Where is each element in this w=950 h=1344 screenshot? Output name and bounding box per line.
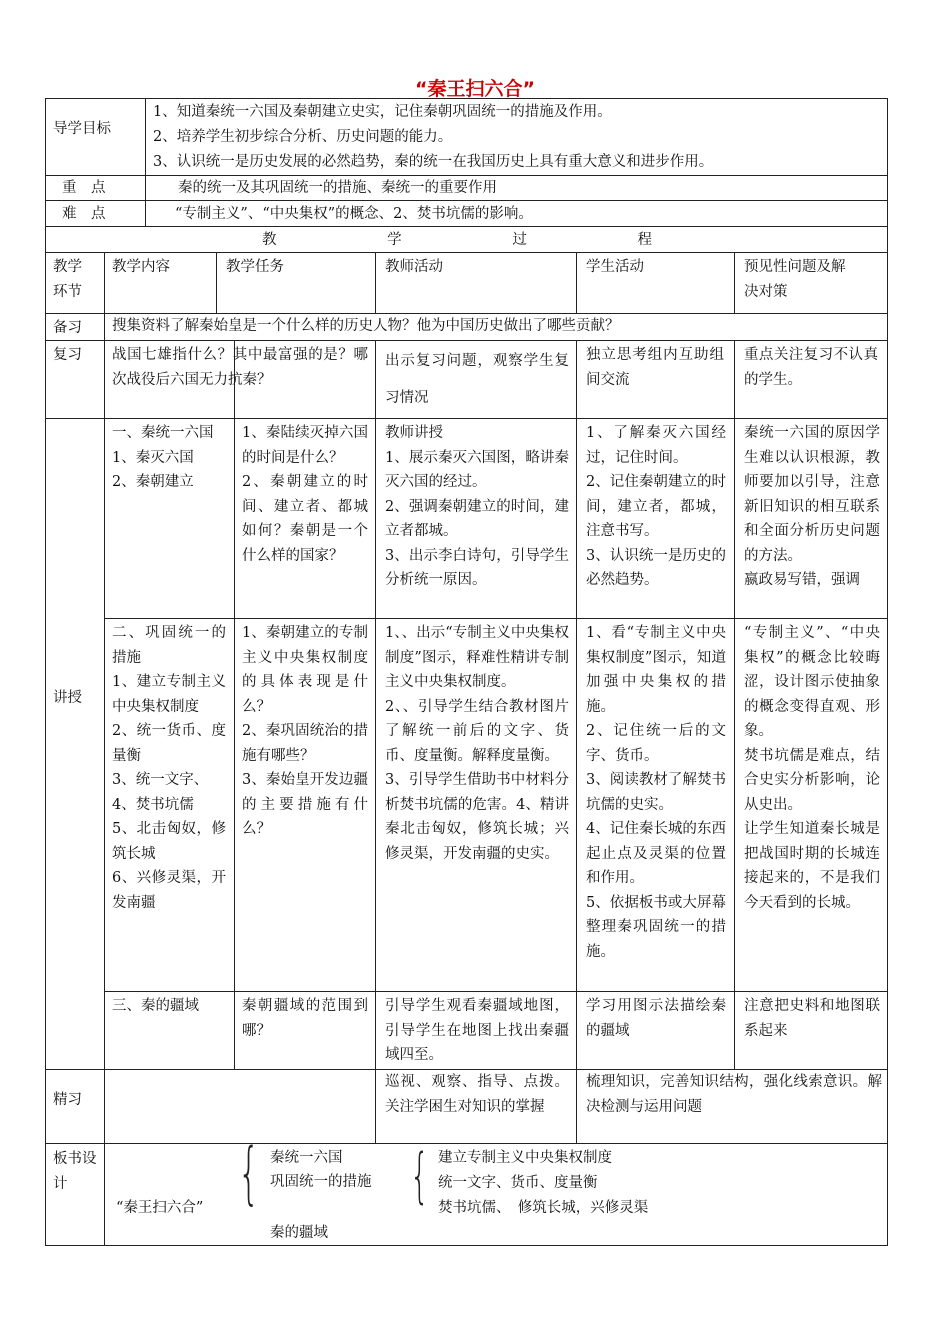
goals-label: 导学目标 xyxy=(53,121,111,137)
process-header-char: 程 xyxy=(637,232,652,248)
lecture-teacher: 1、、出示“专制主义中央集权制度”图示，释难性精讲专制主义中央集权制度。 2、、引导学生结合教材图片了解统一前后的文字、货币、度量衡。解释度量衡。 3、引导学生借助书中材料分析焚书坑儒的危害。4、精讲秦北击匈奴，修筑长城；兴修灵渠，开发南疆的史实。 xyxy=(385,625,569,862)
key-points-text: 秦的统一及其巩固统一的措施、秦统一的重要作用 xyxy=(178,180,497,196)
board-branch: 秦统一六国 xyxy=(270,1150,343,1166)
board-measure: 统一文字、货币、度量衡 xyxy=(438,1175,598,1191)
goal-item: 1、知道秦统一六国及秦朝建立史实，记住秦朝巩固统一的措施及作用。 xyxy=(153,104,612,120)
review-solution: 重点关注复习不认真的学生。 xyxy=(744,347,878,388)
process-header-char: 学 xyxy=(387,232,402,248)
board-measure: 建立专制主义中央集权制度 xyxy=(438,1150,612,1166)
page-title: “秦王扫六合” xyxy=(415,78,535,100)
left-brace-icon: { xyxy=(410,1141,430,1211)
column-header: 教学环节 xyxy=(53,259,82,300)
column-header: 学生活动 xyxy=(586,259,644,275)
practice-label: 精习 xyxy=(53,1092,82,1108)
lecture-student: 1、了解秦灭六国经过，记住时间。 2、记住秦朝建立的时间，建立者，都城，注意书写。 3、认识统一是历史的必然趋势。 xyxy=(586,425,726,588)
lecture-task: 1、秦陆续灭掉六国的时间是什么？ 2、秦朝建立的时间、建立者、都城如何？秦朝是一个什么样的国家？ xyxy=(242,425,368,564)
lecture-solution: 秦统一六国的原因学生难以认识根源，教师要加以引导，注意新旧知识的相互联系和全面分析历史问题的方法。 嬴政易写错，强调 xyxy=(744,425,880,588)
column-header: 教学任务 xyxy=(226,259,284,275)
lecture-content: 二、巩固统一的措施 1、建立专制主义中央集权制度 2、统一货币、度量衡 3、统一文字、 4、焚书坑儒 5、北击匈奴，修筑长城 6、兴修灵渠，开发南疆 xyxy=(112,625,226,911)
lecture-label: 讲授 xyxy=(53,690,82,706)
review-label: 复习 xyxy=(53,347,82,363)
board-branch: 秦的疆域 xyxy=(270,1225,328,1241)
review-teacher: 出示复习问题，观察学生复习情况 xyxy=(385,353,569,406)
review-student: 独立思考组内互助组间交流 xyxy=(586,347,724,388)
practice-student: 梳理知识，完善知识结构，强化线索意识。解决检测与运用问题 xyxy=(586,1074,882,1115)
review-content: 战国七雄指什么？其中最富强的是？哪次战役后六国无力抗秦？ xyxy=(112,347,368,388)
difficulties-text: “专制主义”、“中央集权”的概念、2、焚书坑儒的影响。 xyxy=(175,206,533,222)
board-measure: 焚书坑儒、 修筑长城，兴修灵渠 xyxy=(438,1200,649,1216)
lecture-content: 一、秦统一六国 1、秦灭六国 2、秦朝建立 xyxy=(112,425,214,490)
goal-item: 2、培养学生初步综合分析、历史问题的能力。 xyxy=(153,129,453,145)
key-points-label: 重 点 xyxy=(62,180,106,196)
column-header: 教师活动 xyxy=(385,259,443,275)
lecture-task: 1、秦朝建立的专制主义中央集权制度的具体表现是什么？ 2、秦巩固统治的措施有哪些？ 3、秦始皇开发边疆的主要措施有什么？ xyxy=(242,625,368,837)
column-header: 预见性问题及解决对策 xyxy=(744,259,846,300)
board-root: “秦王扫六合” xyxy=(116,1200,204,1216)
board-label: 板书设计 xyxy=(53,1151,97,1192)
board-branch: 巩固统一的措施 xyxy=(270,1174,372,1190)
lecture-solution: “专制主义”、“中央集权”的概念比较晦涩，设计图示使抽象的概念变得直观、形象。 焚书坑儒是难点，结合史实分析影响，论从史出。 让学生知道秦长城是把战国时期的长城连接起来的，不是我们今天看到的长城。 xyxy=(744,625,880,911)
prep-text: 搜集资料了解秦始皇是一个什么样的历史人物？他为中国历史做出了哪些贡献？ xyxy=(112,318,620,334)
difficulties-label: 难 点 xyxy=(62,206,106,222)
lecture-student: 1、看“专制主义中央集权制度”图示，知道加强中央集权的措施。 2、记住统一后的文字、货币。 3、阅读教材了解焚书坑儒的史实。 4、记住秦长城的东西起止点及灵渠的位置和作用。 5、依据板书或大屏幕整理秦巩固统一的措施。 xyxy=(586,625,726,960)
process-header-char: 过 xyxy=(512,232,527,248)
lecture-content: 三、秦的疆域 xyxy=(112,998,199,1014)
lecture-teacher: 引导学生观看秦疆域地图，引导学生在地图上找出秦疆域四至。 xyxy=(385,998,569,1063)
column-header: 教学内容 xyxy=(112,259,170,275)
prep-label: 备习 xyxy=(53,320,82,336)
lecture-task: 秦朝疆域的范围到哪？ xyxy=(242,998,368,1039)
lecture-student: 学习用图示法描绘秦的疆域 xyxy=(586,998,726,1039)
practice-teacher: 巡视、观察、指导、点拨。关注学困生对知识的掌握 xyxy=(385,1074,569,1115)
lecture-teacher: 教师讲授 1、展示秦灭六国图，略讲秦灭六国的经过。 2、强调秦朝建立的时间，建立者都城。 3、出示李白诗句，引导学生分析统一原因。 xyxy=(385,425,569,588)
goal-item: 3、认识统一是历史发展的必然趋势，秦的统一在我国历史上具有重大意义和进步作用。 xyxy=(153,154,714,170)
process-header xyxy=(262,228,652,252)
left-brace-icon: { xyxy=(238,1134,260,1213)
process-header-char: 教 xyxy=(262,232,277,248)
lecture-solution: 注意把史料和地图联系起来 xyxy=(744,998,880,1039)
